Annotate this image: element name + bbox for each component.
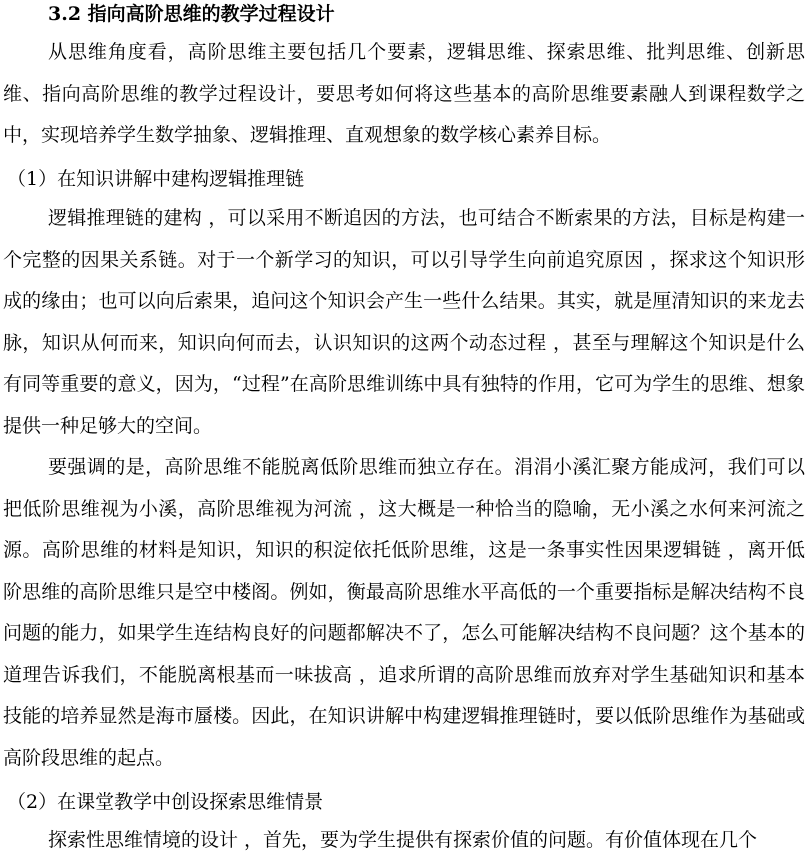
paragraph-intro: 从思维角度看，高阶思维主要包括几个要素，逻辑思维、探索思维、批判思维、创新思维、指向高阶思维的教学过程设计，要思考如何将这些基本的高阶思维要素融人到课程数学之中，实现培养学生数学抽象、逻辑推理、直观想象的数学核心素养目标。 [3, 41, 805, 146]
paragraph-low-order-thinking: 要强调的是，高阶思维不能脱离低阶思维而独立存在。涓涓小溪汇聚方能成河，我们可以把低阶思维视为小溪，高阶思维视为河流 ，这大概是一种恰当的隐喻，无小溪之水何来河流之源。高阶思维的材料是知识，知识的积淀依托低阶思维，这是一条事实性因果逻辑链 ，离开低阶思维的高阶思维只是空中楼阁。例如，衡最高阶思维水平高低的一个重要指标是解决结构不良问题的能力，如果学生连结构良好的问题都解决不了，怎么可能解决结构不良问题？这个基本的道理告诉我们，不能脱离根基而一味拔高 ，追求所谓的高阶思维而放弃对学生基础知识和基本技能的培养显然是海市蜃楼。因此，在知识讲解中构建逻辑推理链时，要以低阶思维作为基础或高阶段思维的起点。 [3, 456, 805, 769]
subheading-logic-chain: （1）在知识讲解中建构逻辑推理链 [7, 168, 305, 190]
paragraph-explore: 探索性思维情境的设计 ，首先，要为学生提供有探索价值的问题。有价值体现在几个 [48, 829, 758, 851]
section-heading: 3.2 指向高阶思维的教学过程设计 [48, 3, 335, 25]
subheading-explore-thinking: （2）在课堂教学中创设探索思维情景 [7, 791, 324, 813]
paragraph-logic-chain: 逻辑推理链的建构 ，可以采用不断追因的方法，也可结合不断索果的方法，目标是构建一个完整的因果关系链。对于一个新学习的知识，可以引导学生向前追究原因 ，探求这个知识形成的缘由；也可以向后索果，追问这个知识会产生一些什么结果。其实，就是厘清知识的来龙去脉，知识从何而来，知识向何而去，认识知识的这两个动态过程 ，甚至与理解这个知识是什么有同等重要的意义，因为，“过程”在高阶思维训练中具有独特的作用，它可为学生的思维、想象提供一种足够大的空间。 [3, 207, 805, 437]
